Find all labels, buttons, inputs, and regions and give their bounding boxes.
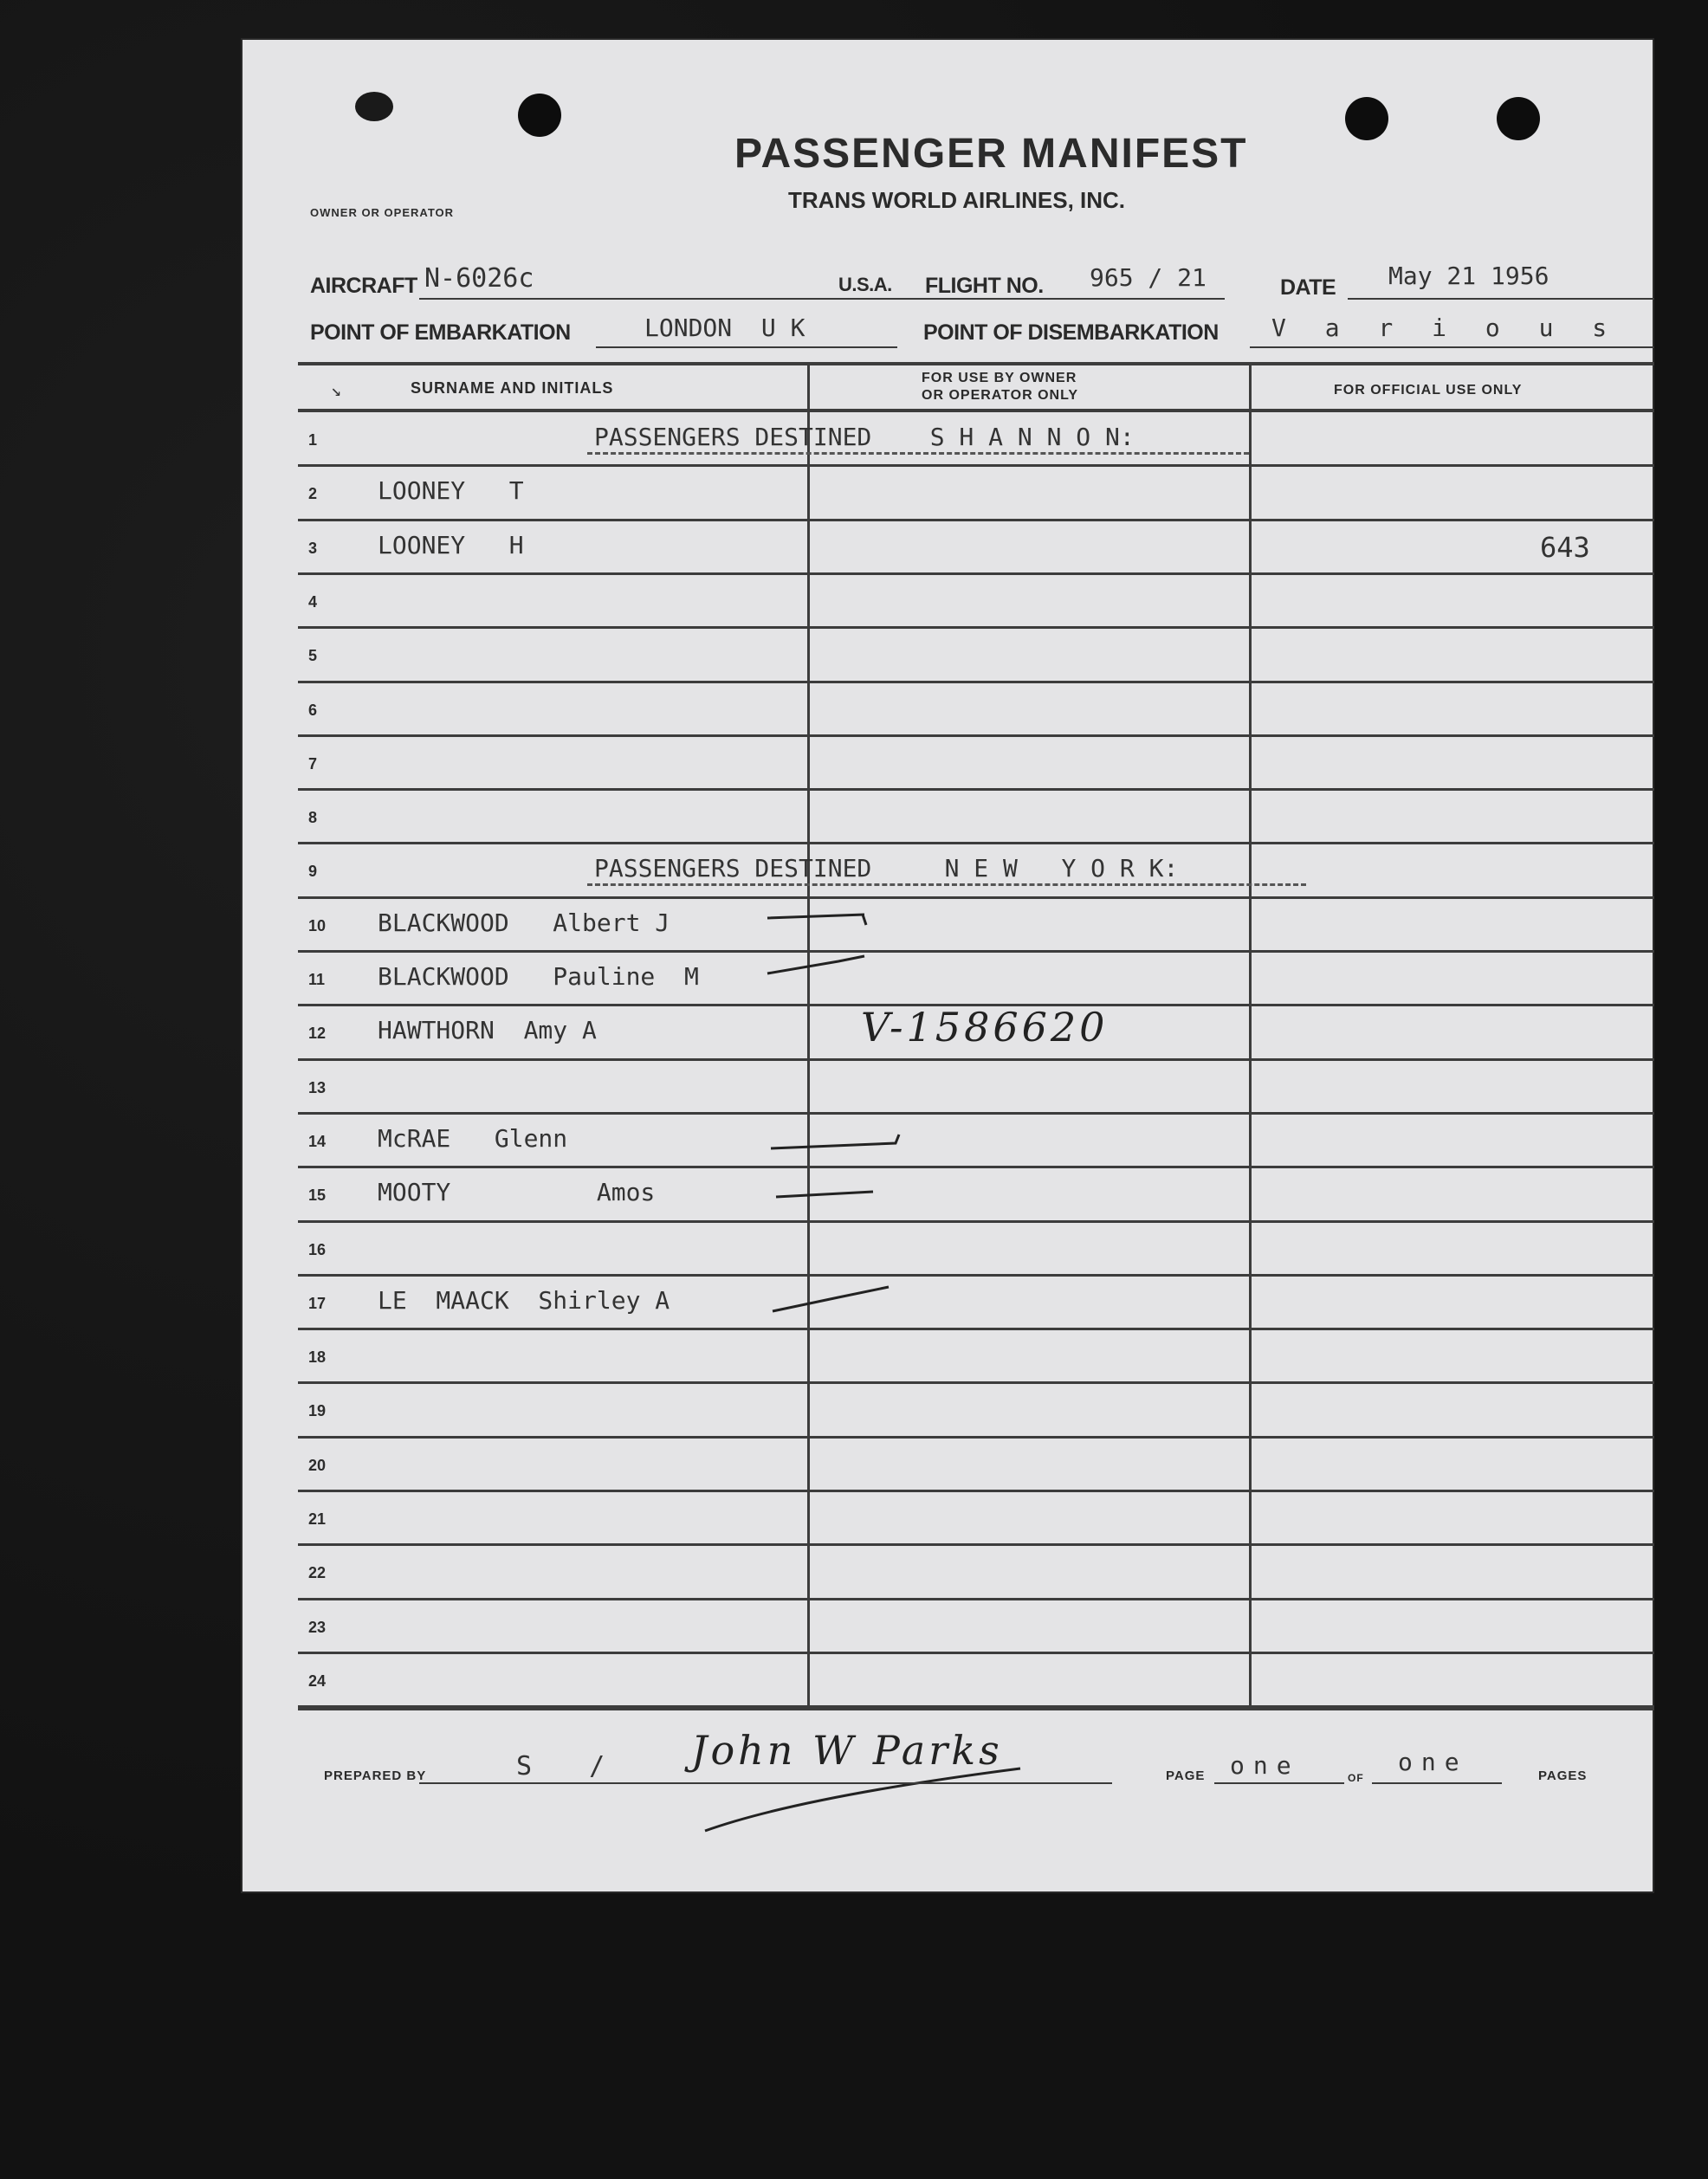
row-rule xyxy=(298,1328,1654,1330)
row-rule xyxy=(298,1166,1654,1168)
col-official-header: FOR OFFICIAL USE ONLY xyxy=(1334,383,1523,398)
row-number: 3 xyxy=(308,539,318,557)
arrow-icon: ↘ xyxy=(331,379,342,400)
signature-flourish xyxy=(705,1768,1020,1831)
row-number: 4 xyxy=(308,592,318,611)
table-top-rule xyxy=(298,362,1654,365)
row-rule xyxy=(298,1436,1654,1439)
embarkation-label: POINT OF EMBARKATION xyxy=(310,320,571,345)
page-label: PAGE xyxy=(1166,1768,1206,1783)
signature: John W Parks xyxy=(691,1727,1003,1774)
manifest-sheet xyxy=(241,38,1654,1893)
flight-no-value: 965 / 21 xyxy=(1090,263,1207,292)
row-rule xyxy=(298,464,1654,467)
check-mark-row17 xyxy=(773,1287,889,1311)
heading-underline xyxy=(587,452,1249,455)
row-number: 5 xyxy=(308,647,318,665)
row-rule xyxy=(298,1490,1654,1492)
prepared-by-value: S / xyxy=(516,1751,626,1781)
row-number: 11 xyxy=(308,971,326,988)
row-rule xyxy=(298,1274,1654,1277)
prepared-by-label: PREPARED BY xyxy=(324,1768,427,1783)
row-number: 17 xyxy=(308,1294,327,1312)
row-number: 20 xyxy=(308,1456,327,1474)
aircraft-label: AIRCRAFT xyxy=(310,274,417,298)
official-use-cell: 643 xyxy=(1540,530,1590,564)
row-number: 16 xyxy=(308,1240,327,1258)
check-mark-row15 xyxy=(776,1192,873,1197)
row-rule xyxy=(298,1381,1654,1384)
check-mark-row10 xyxy=(767,915,866,925)
row-rule xyxy=(298,519,1654,521)
row-rule xyxy=(298,1058,1654,1061)
passenger-name: LOONEY T xyxy=(378,476,524,506)
row-number: 19 xyxy=(308,1402,327,1420)
row-rule xyxy=(298,1598,1654,1600)
row-rule xyxy=(298,681,1654,683)
ink-blot xyxy=(355,92,393,121)
page-subtitle: TRANS WORLD AIRLINES, INC. xyxy=(788,187,1126,213)
row-number: 1 xyxy=(308,431,318,449)
row-rule xyxy=(298,788,1654,791)
disembarkation-value: V a r i o u s xyxy=(1271,314,1620,342)
check-mark-row11 xyxy=(767,956,864,973)
row-number: 18 xyxy=(308,1348,327,1367)
passenger-name: HAWTHORN Amy A xyxy=(378,1016,597,1045)
row-rule xyxy=(298,950,1654,953)
aircraft-value: N-6026c xyxy=(424,263,534,294)
row-rule xyxy=(298,572,1654,575)
passenger-name: PASSENGERS DESTINED S H A N N O N: xyxy=(594,423,1135,451)
row-number: 9 xyxy=(308,863,318,881)
punch-hole-right xyxy=(1497,97,1540,140)
col-owner-header-line1: FOR USE BY OWNER xyxy=(922,371,1077,385)
row-rule xyxy=(298,896,1654,899)
heading-underline xyxy=(587,883,1306,886)
owner-operator-label: OWNER OR OPERATOR xyxy=(310,206,455,219)
flight-no-label: FLIGHT NO. xyxy=(925,274,1044,298)
prepared-underline xyxy=(419,1782,1112,1784)
embarkation-value: LONDON U K xyxy=(644,314,805,342)
punch-hole-left xyxy=(518,94,561,137)
table-header-rule xyxy=(298,409,1654,412)
row-number: 12 xyxy=(308,1025,327,1043)
date-value: May 21 1956 xyxy=(1388,262,1549,290)
column-divider-2 xyxy=(1249,362,1252,1708)
passenger-name: BLACKWOOD Pauline M xyxy=(378,962,699,991)
row-number: 7 xyxy=(308,754,318,773)
pages-label: PAGES xyxy=(1538,1768,1588,1783)
disembark-underline xyxy=(1250,346,1654,348)
row-number: 6 xyxy=(308,701,318,719)
page-underline xyxy=(1214,1782,1344,1784)
row-rule xyxy=(298,1112,1654,1115)
row-number: 15 xyxy=(308,1186,327,1205)
date-underline xyxy=(1348,298,1654,300)
column-divider-1 xyxy=(807,362,810,1708)
passenger-name: LOONEY H xyxy=(378,530,524,559)
table-bottom-rule xyxy=(298,1706,1654,1710)
row-number: 21 xyxy=(308,1510,327,1528)
punch-hole-mid xyxy=(1345,97,1388,140)
row-rule xyxy=(298,1220,1654,1223)
flight-underline xyxy=(1060,298,1225,300)
row-number: 8 xyxy=(308,809,318,827)
passenger-name: LE MAACK Shirley A xyxy=(378,1285,670,1315)
row-number: 22 xyxy=(308,1564,327,1582)
of-value: one xyxy=(1398,1748,1468,1776)
page-title: PASSENGER MANIFEST xyxy=(734,131,1248,177)
row-number: 10 xyxy=(308,916,327,934)
of-underline xyxy=(1372,1782,1502,1784)
row-number: 13 xyxy=(308,1078,327,1096)
row-number: 2 xyxy=(308,485,318,503)
row-rule xyxy=(298,1543,1654,1546)
passenger-name: PASSENGERS DESTINED N E W Y O R K: xyxy=(594,854,1179,883)
col-owner-header-line2: OR OPERATOR ONLY xyxy=(922,388,1079,403)
owner-use-cell: V-1586620 xyxy=(861,1004,1109,1051)
page-value: one xyxy=(1230,1751,1300,1780)
row-number: 14 xyxy=(308,1132,327,1150)
usa-label: U.S.A. xyxy=(838,274,892,295)
check-mark-row14 xyxy=(771,1135,899,1148)
col-surname-header: SURNAME AND INITIALS xyxy=(411,379,614,397)
passenger-name: BLACKWOOD Albert J xyxy=(378,908,670,937)
passenger-name: MOOTY Amos xyxy=(378,1178,656,1207)
date-label: DATE xyxy=(1280,275,1336,300)
row-rule xyxy=(298,626,1654,629)
row-number: 24 xyxy=(308,1671,327,1690)
row-rule xyxy=(298,842,1654,844)
row-rule xyxy=(298,1652,1654,1654)
passenger-name: McRAE Glenn xyxy=(378,1123,568,1153)
row-number: 23 xyxy=(308,1618,327,1636)
of-label: OF xyxy=(1348,1772,1364,1784)
row-rule xyxy=(298,734,1654,737)
disembarkation-label: POINT OF DISEMBARKATION xyxy=(923,320,1219,345)
embark-underline xyxy=(596,346,897,348)
